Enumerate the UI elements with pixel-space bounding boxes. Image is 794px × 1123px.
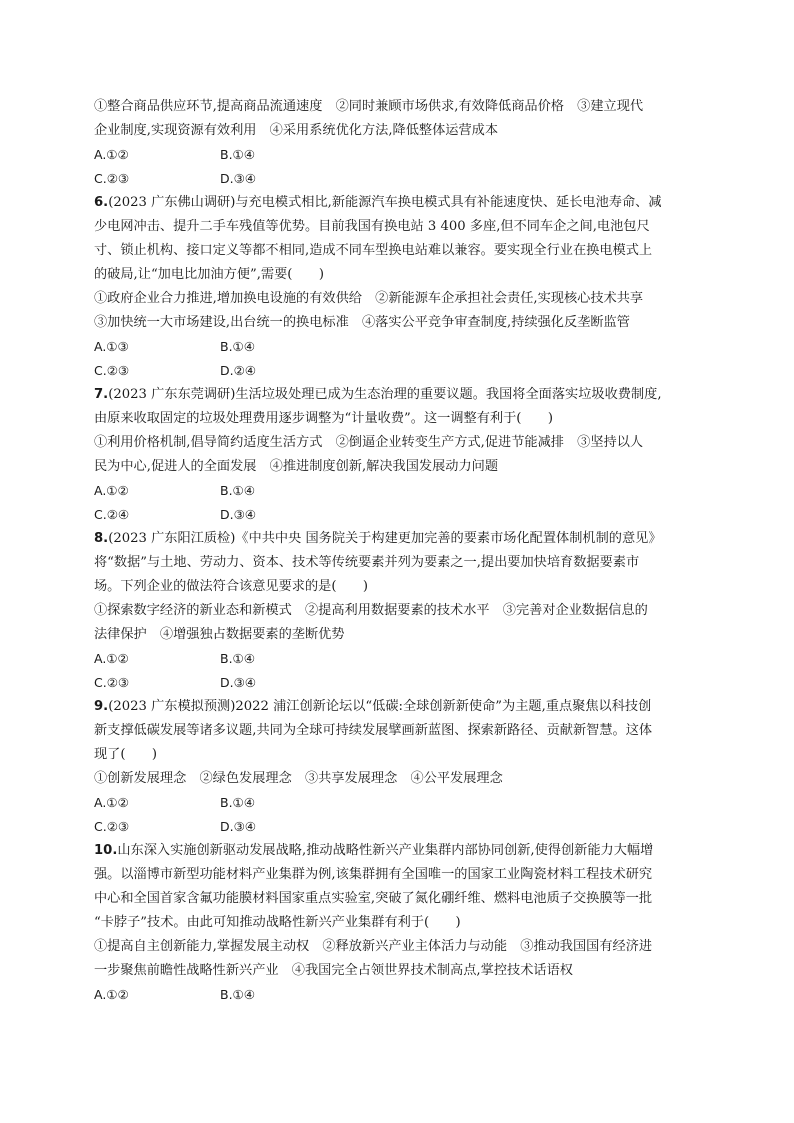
question-number: 9.	[94, 699, 109, 714]
question-text-line: 现了( )	[94, 747, 158, 762]
option-a: A.①③	[94, 339, 129, 354]
option-a: A.①②	[94, 483, 129, 498]
option-c: C.②③	[94, 675, 130, 690]
option-c: C.②③	[94, 819, 130, 834]
question-list	[94, 95, 702, 1007]
option-d: D.③④	[220, 507, 257, 522]
option-d: D.③④	[220, 675, 257, 690]
question-8	[94, 527, 702, 695]
option-d: D.②④	[220, 363, 257, 378]
option-row	[94, 167, 702, 191]
question-stem-line	[94, 191, 702, 215]
option-row	[94, 815, 702, 839]
option-b: B.①④	[220, 339, 255, 354]
question-stem-line	[94, 383, 702, 407]
question-6	[94, 191, 702, 383]
question-stem: (2023 广东佛山调研)与充电模式相比,新能源汽车换电模式具有补能速度快、延长电池寿命、减	[108, 195, 662, 210]
question-text-line: 中心和全国首家含氟功能膜材料国家重点实验室,突破了氮化硼纤维、燃料电池质子交换膜等一批	[94, 891, 653, 906]
question-text-line: 新支撑低碳发展等诸多议题,共同为全球可持续发展擘画新蓝图、探索新路径、贡献新智慧。这体	[94, 723, 653, 738]
option-c: C.②③	[94, 363, 130, 378]
question-text-line: 民为中心,促进人的全面发展 ④推进制度创新,解决我国发展动力问题	[94, 459, 499, 474]
option-c: C.②④	[94, 507, 130, 522]
option-a: A.①②	[94, 795, 129, 810]
question-stem: (2023 广东东莞调研)生活垃圾处理已成为生态治理的重要议题。我国将全面落实垃圾收费制度,	[108, 387, 662, 402]
question-number: 8.	[94, 531, 109, 546]
option-d: D.③④	[220, 819, 257, 834]
option-row	[94, 791, 702, 815]
question-text-line: ①政府企业合力推进,增加换电设施的有效供给 ②新能源车企承担社会责任,实现核心技术共享	[94, 291, 644, 306]
question-text-line: 一步聚焦前瞻性战略性新兴产业 ④我国完全占领世界技术制高点,掌控技术话语权	[94, 963, 573, 978]
question-text-line: 场。下列企业的做法符合该意见要求的是( )	[94, 579, 369, 594]
question-7	[94, 383, 702, 527]
question-stem-line	[94, 839, 702, 863]
question-stem-line	[94, 695, 702, 719]
question-text-line: “卡脖子”技术。由此可知推动战略性新兴产业集群有利于( )	[94, 915, 461, 930]
option-row	[94, 359, 702, 383]
question-text-line: 由原来收取固定的垃圾处理费用逐步调整为“计量收费”。这一调整有利于( )	[94, 411, 553, 426]
option-b: B.①④	[220, 651, 255, 666]
question-text-line: 少电网冲击、提升二手车残值等优势。目前我国有换电站 3 400 多座,但不同车企之间,电池包尺	[94, 219, 650, 234]
question-text-line: 强。以淄博市新型功能材料产业集群为例,该集群拥有全国唯一的国家工业陶瓷材料工程技术研究	[94, 867, 653, 882]
option-a: A.①②	[94, 987, 129, 1002]
option-c: C.②③	[94, 171, 130, 186]
option-row	[94, 647, 702, 671]
option-b: B.①④	[220, 795, 255, 810]
question-stem: 山东深入实施创新驱动发展战略,推动战略性新兴产业集群内部协同创新,使得创新能力大幅增	[117, 843, 654, 858]
question-text-line: 企业制度,实现资源有效利用 ④采用系统优化方法,降低整体运营成本	[94, 123, 499, 138]
question-text-line: 将“数据”与土地、劳动力、资本、技术等传统要素并列为要素之一,提出要加快培育数据要素市	[94, 555, 640, 570]
question-9	[94, 695, 702, 839]
question-number: 6.	[94, 195, 109, 210]
option-row	[94, 983, 702, 1007]
option-row	[94, 143, 702, 167]
question-10	[94, 839, 702, 1007]
question-5	[94, 95, 702, 191]
question-stem: (2023 广东阳江质检)《中共中央 国务院关于构建更加完善的要素市场化配置体制机制的意见》	[108, 531, 662, 546]
question-text-line: ①整合商品供应环节,提高商品流通速度 ②同时兼顾市场供求,有效降低商品价格 ③建立现代	[94, 99, 644, 114]
option-row	[94, 671, 702, 695]
option-d: D.③④	[220, 171, 257, 186]
option-a: A.①②	[94, 147, 129, 162]
option-row	[94, 503, 702, 527]
question-text-line: 法律保护 ④增强独占数据要素的垄断优势	[94, 627, 345, 642]
option-b: B.①④	[220, 987, 255, 1002]
option-row	[94, 479, 702, 503]
question-stem: (2023 广东模拟预测)2022 浦江创新论坛以“低碳:全球创新新使命”为主题,重点聚焦以科技创	[108, 699, 652, 714]
question-text-line: 寸、锁止机构、接口定义等都不相同,造成不同车型换电站难以兼容。要实现全行业在换电模式上	[94, 243, 653, 258]
question-text-line: ③加快统一大市场建设,出台统一的换电标准 ④落实公平竞争审查制度,持续强化反垄断监管	[94, 315, 630, 330]
question-text-line: ①创新发展理念 ②绿色发展理念 ③共享发展理念 ④公平发展理念	[94, 771, 503, 786]
question-text-line: ①提高自主创新能力,掌握发展主动权 ②释放新兴产业主体活力与动能 ③推动我国国有经济进	[94, 939, 653, 954]
option-b: B.①④	[220, 147, 255, 162]
option-row	[94, 335, 702, 359]
question-text-line: 的破局,让“加电比加油方便”,需要( )	[94, 267, 324, 282]
question-stem-line	[94, 527, 702, 551]
question-number: 7.	[94, 387, 109, 402]
option-b: B.①④	[220, 483, 255, 498]
option-a: A.①②	[94, 651, 129, 666]
question-text-line: ①探索数字经济的新业态和新模式 ②提高利用数据要素的技术水平 ③完善对企业数据信息的	[94, 603, 648, 618]
question-number: 10.	[94, 843, 118, 858]
question-text-line: ①利用价格机制,倡导简约适度生活方式 ②倒逼企业转变生产方式,促进节能减排 ③坚持以人	[94, 435, 644, 450]
